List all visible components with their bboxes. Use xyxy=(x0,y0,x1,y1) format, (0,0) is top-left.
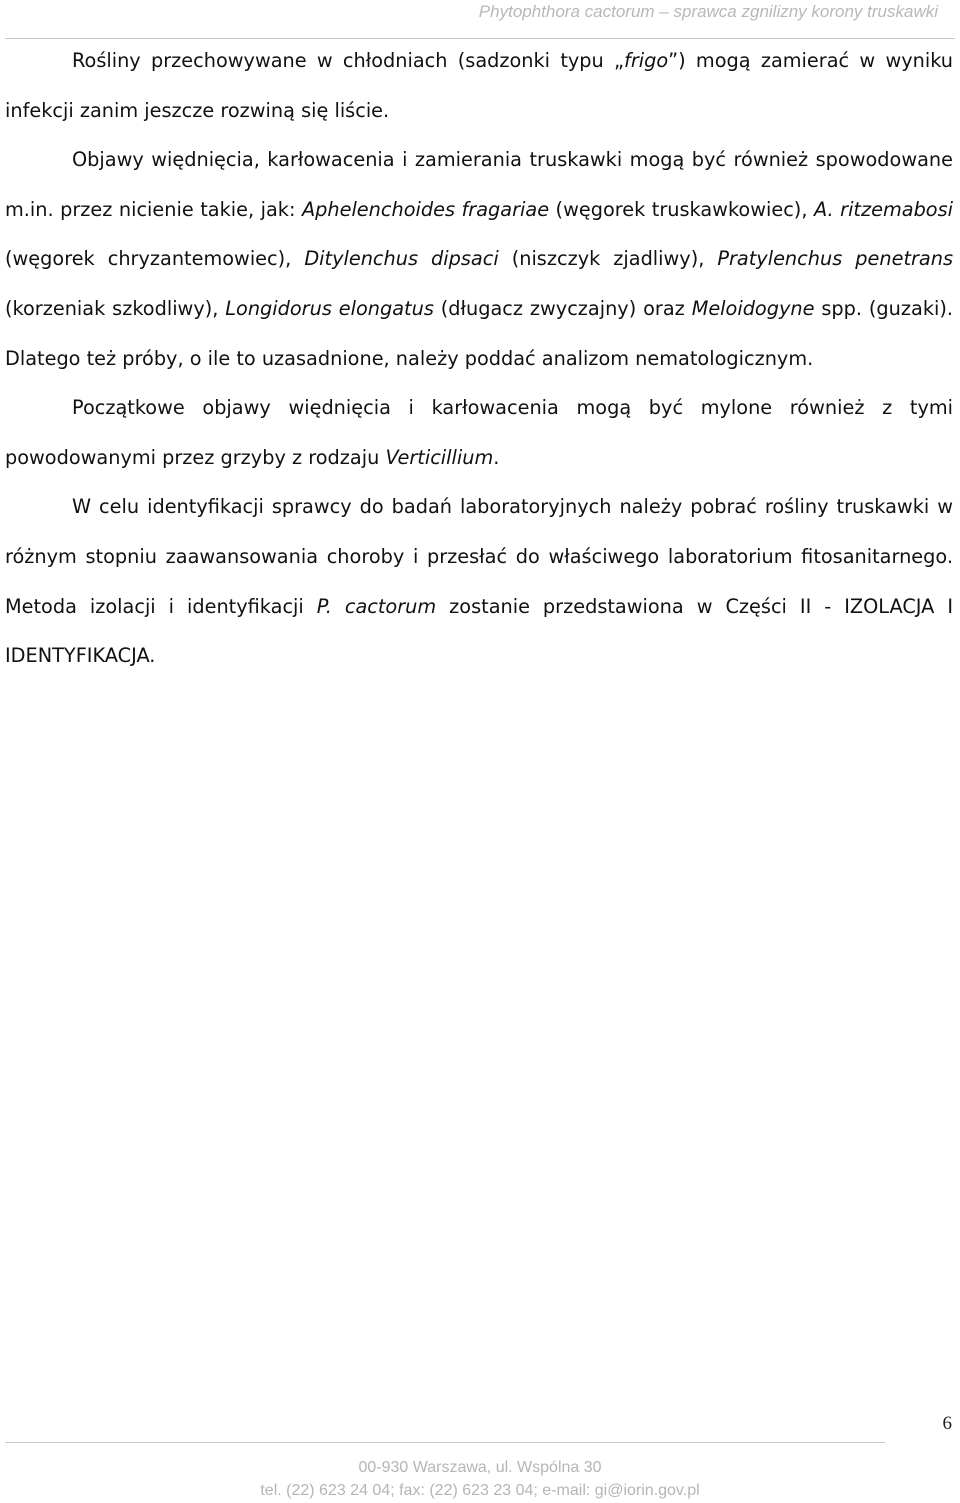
species-name: Ditylenchus dipsaci xyxy=(304,247,499,271)
footer-address: 00-930 Warszawa, ul. Wspólna 30 xyxy=(358,1459,602,1476)
footer-divider xyxy=(5,1442,885,1443)
paragraph-2-text: (węgorek chryzantemowiec), xyxy=(5,247,305,271)
species-name: Longidorus elongatus xyxy=(225,296,434,320)
header-title: Phytophthora cactorum – sprawca zgnilizny korony truskawki xyxy=(478,2,938,21)
paragraph-3 xyxy=(5,383,953,482)
paragraph-2-text: (węgorek truskawkowiec), xyxy=(549,197,814,221)
species-name: Aphelenchoides fragariae xyxy=(301,197,550,221)
paragraph-1-text: Rośliny przechowywane w chłodniach (sadzonki typu „ xyxy=(72,49,625,72)
page-number: 6 xyxy=(942,1413,952,1434)
document-body xyxy=(5,36,953,681)
running-header xyxy=(0,0,960,28)
paragraph-2-text: (korzeniak szkodliwy), xyxy=(5,296,226,320)
page-footer xyxy=(0,1456,960,1502)
paragraph-3-text: Początkowe objawy więdnięcia i karłowacenia mogą być mylone również z tymi powodowanymi przez grzyby z rodzaju xyxy=(5,396,953,469)
paragraph-2-text: (niszczyk zjadliwy), xyxy=(498,247,718,271)
paragraph-2-text: spp. (guzaki). Dlatego też próby, o ile to uzasadnione, należy poddać analizom nematologicznym. xyxy=(5,296,953,370)
paragraph-2-text: (długacz zwyczajny) oraz xyxy=(433,296,692,320)
species-name: P. cactorum xyxy=(316,594,437,618)
paragraph-1-text: ”) mogą zamierać w wyniku infekcji zanim jeszcze rozwiną się liście. xyxy=(5,49,953,122)
paragraph-3-text: . xyxy=(493,445,500,469)
species-name: Verticillium xyxy=(385,445,494,469)
paragraph-2-text: Objawy więdnięcia, karłowacenia i zamierania truskawki mogą być również spowodowane m.in. przez nicienie takie, jak: xyxy=(5,148,953,221)
paragraph-1 xyxy=(5,36,953,135)
paragraph-4-text: zostanie przedstawiona w Części II - IZOLACJA I IDENTYFIKACJA. xyxy=(5,594,954,668)
paragraph-4-text: W celu identyfikacji sprawcy do badań laboratoryjnych należy pobrać rośliny truskawki w różnym stopniu zaawansowania choroby i przesłać do właściwego laboratorium fitosanitarnego. Metoda izolacji i identyfikacji xyxy=(5,495,953,618)
paragraph-4 xyxy=(5,482,953,680)
term-frigo: frigo xyxy=(624,49,669,72)
species-name: Pratylenchus penetrans xyxy=(717,247,954,271)
species-name: Meloidogyne xyxy=(691,296,815,320)
paragraph-2 xyxy=(5,135,953,383)
footer-contact: tel. (22) 623 24 04; fax: (22) 623 23 04; e-mail: gi@iorin.gov.pl xyxy=(260,1482,700,1499)
species-name: A. ritzemabosi xyxy=(813,197,954,221)
